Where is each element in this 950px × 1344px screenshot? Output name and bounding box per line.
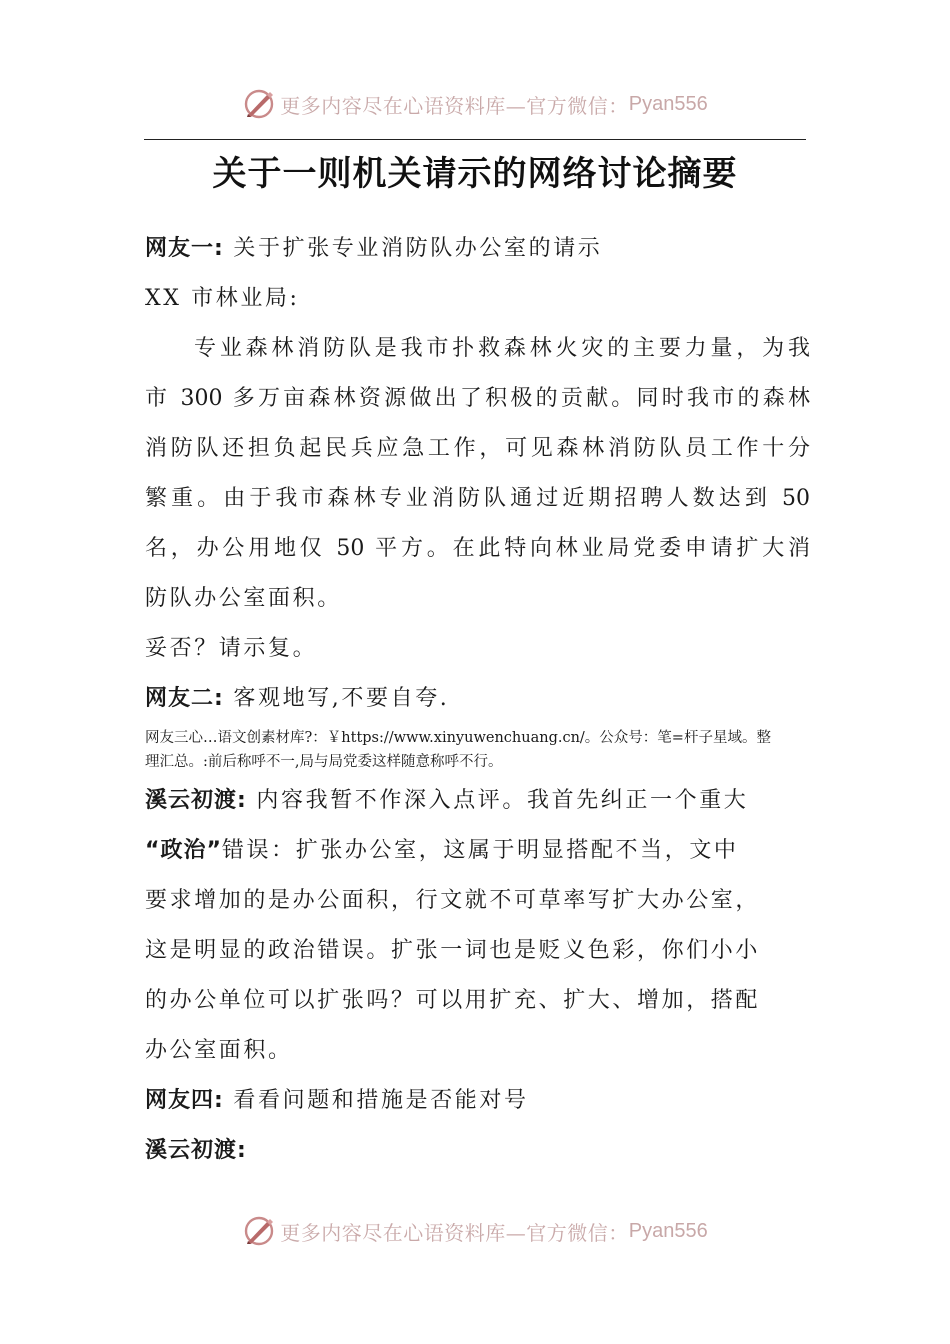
quoted-term: “政治” [145, 838, 222, 863]
banner-wechat-id: Pyan556 [628, 1219, 708, 1242]
post-1-body-line: 市 300 多万亩森林资源做出了积极的贡献。同时我市的森林 [145, 386, 810, 411]
reply-1-body-line: 的办公单位可以扩张吗？可以用扩充、扩大、增加，搭配 [145, 988, 761, 1013]
pen-logo-icon [242, 1214, 276, 1248]
post-4 [145, 1076, 810, 1126]
reply-1-first-line [145, 776, 810, 826]
footer-banner [0, 1211, 950, 1251]
banner-text: 更多内容尽在心语资料库—官方微信： [280, 1220, 629, 1245]
pen-logo-icon [242, 87, 276, 121]
reply-1-body-line: 要求增加的是办公面积，行文就不可草率写扩大办公室， [145, 888, 761, 913]
speaker-label: 网友二: [145, 686, 224, 711]
post-1-heading [145, 224, 810, 274]
header-banner [0, 84, 950, 124]
post-1-closing: 妥否？请示复。 [145, 636, 318, 661]
post-1-body-line: 防队办公室面积。 [145, 586, 342, 611]
banner-text: 更多内容尽在心语资料库—官方微信： [280, 93, 629, 118]
speaker-label: 网友一: [145, 236, 224, 261]
header-divider [144, 139, 806, 140]
speaker-label: 溪云初渡: [145, 788, 247, 813]
speaker-label: 网友四: [145, 1088, 224, 1113]
post-4-text: 看看问题和措施是否能对号 [223, 1088, 529, 1113]
reply-2 [145, 1126, 810, 1176]
post-1-title: 关于扩张专业消防队办公室的请示 [223, 236, 603, 261]
post-1-body-line: 消防队还担负起民兵应急工作，可见森林消防队员工作十分 [145, 436, 810, 461]
reply-1-text: 错误：扩张办公室，这属于明显搭配不当，文中 [221, 838, 739, 863]
post-3-line: 理汇总。:前后称呼不一,局与局党委这样随意称呼不行。 [145, 754, 503, 770]
banner-wechat-id: Pyan556 [628, 92, 708, 115]
post-1-body-line: 名，办公用地仅 50 平方。在此特向林业局党委申请扩大消 [145, 536, 810, 561]
post-1-body-line: 专业森林消防队是我市扑救森林火灾的主要力量，为我 [194, 336, 810, 361]
post-1-addressee: XX 市林业局: [145, 286, 300, 311]
reply-1-second-line [145, 826, 810, 876]
post-2-text: 客观地写,不要自夸. [223, 686, 450, 711]
page-title: 关于一则机关请示的网络讨论摘要 [212, 154, 738, 194]
reply-1-text: 内容我暂不作深入点评。我首先纠正一个重大 [246, 788, 749, 813]
post-3-line: 网友三心…语文创素材库?：￥https://www.xinyuwenchuang.cn/。公众号：笔=杆子星域。整 [145, 730, 771, 746]
post-2 [145, 674, 810, 724]
post-1-body-line: 繁重。由于我市森林专业消防队通过近期招聘人数达到 50 [145, 486, 810, 511]
post-3 [145, 724, 810, 776]
speaker-label: 溪云初渡: [145, 1138, 247, 1163]
reply-1-body-line: 办公室面积。 [145, 1038, 293, 1063]
reply-1-body-line: 这是明显的政治错误。扩张一词也是贬义色彩，你们小小 [145, 938, 761, 963]
document-body [145, 224, 810, 1176]
